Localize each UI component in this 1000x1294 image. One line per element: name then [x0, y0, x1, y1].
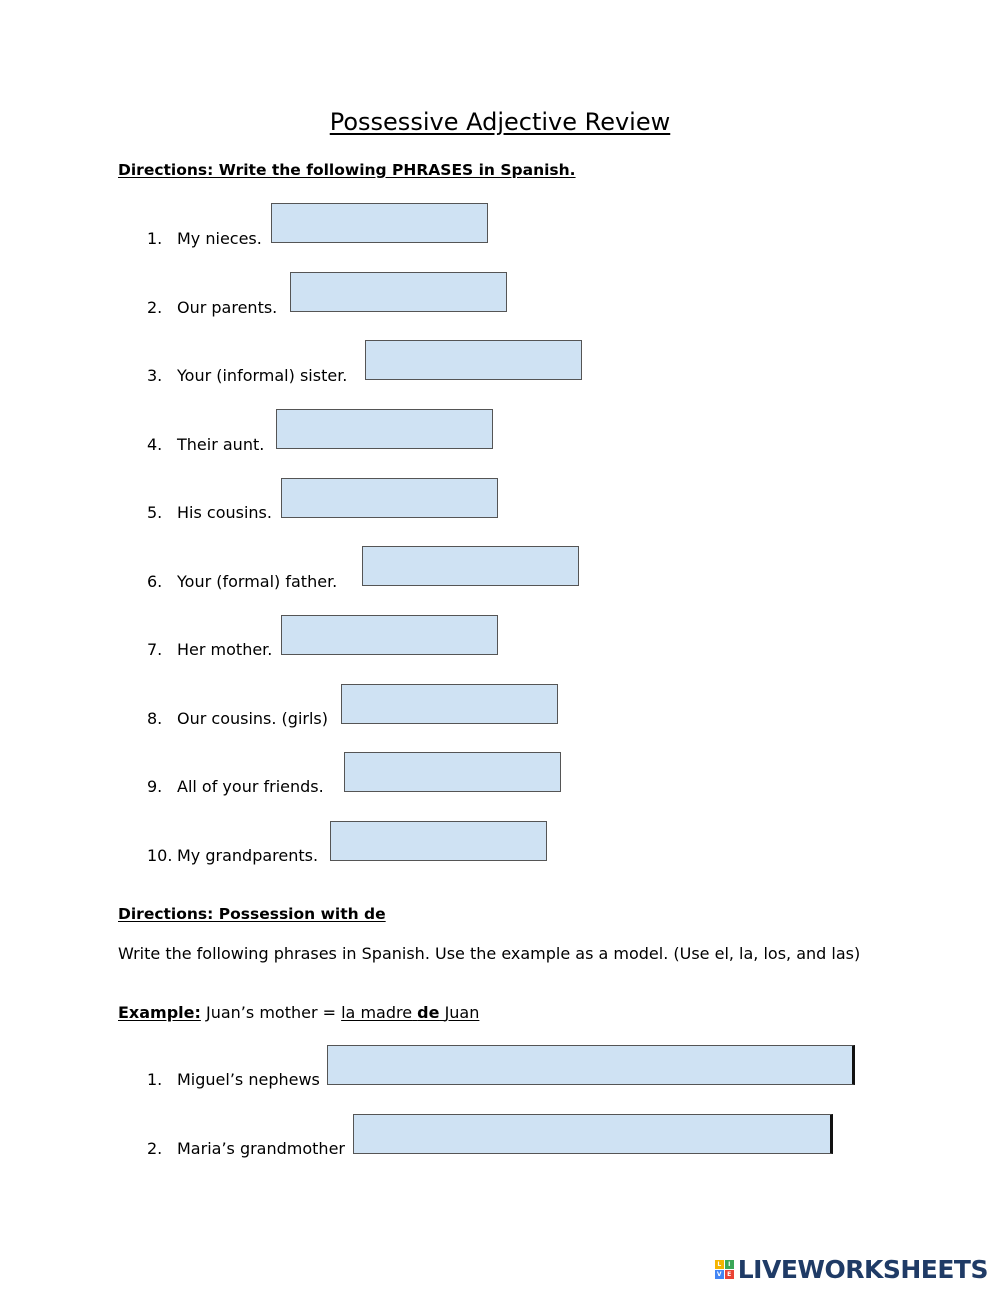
item-number: 8.: [147, 709, 163, 728]
item-label: My grandparents.: [177, 846, 319, 865]
section2-instructions: Write the following phrases in Spanish. Use the example as a model. (Use el, la, los, and las): [118, 944, 861, 963]
item-label: All of your friends.: [177, 777, 324, 796]
logo-text: LIVEWORKSHEETS: [737, 1254, 988, 1284]
item-label: Our cousins. (girls): [177, 709, 328, 728]
logo-badge-icon: [715, 1260, 734, 1279]
item-label: Their aunt.: [177, 435, 265, 454]
page-title: Possessive Adjective Review: [329, 108, 671, 136]
item-number: 1.: [147, 229, 163, 248]
answer-input-1[interactable]: [271, 203, 488, 243]
item-number: 2.: [147, 298, 163, 317]
example-label: Example:: [118, 1003, 201, 1022]
answer-input-7[interactable]: [281, 615, 498, 655]
item-number: 1.: [147, 1070, 163, 1089]
logo-badge-letter: E: [725, 1270, 734, 1279]
item-number: 4.: [147, 435, 163, 454]
item-label: Her mother.: [177, 640, 273, 659]
item-number: 7.: [147, 640, 163, 659]
answer-input-3[interactable]: [365, 340, 582, 380]
answer-input-2[interactable]: [290, 272, 507, 312]
example-answer-pre: la madre: [341, 1003, 413, 1022]
item-label: Maria’s grandmother: [177, 1139, 345, 1158]
logo-badge-letter: L: [715, 1260, 724, 1269]
item-label: Your (formal) father.: [177, 572, 338, 591]
possession-input-2[interactable]: [353, 1114, 833, 1154]
answer-input-6[interactable]: [362, 546, 579, 586]
item-number: 6.: [147, 572, 163, 591]
example-prompt: Juan’s mother =: [206, 1003, 337, 1022]
item-number: 2.: [147, 1139, 163, 1158]
item-number: 10.: [147, 846, 173, 865]
section2-directions: Directions: Possession with de: [118, 905, 386, 923]
item-number: 3.: [147, 366, 163, 385]
answer-input-10[interactable]: [330, 821, 547, 861]
example-answer-post: Juan: [444, 1003, 480, 1022]
item-number: 5.: [147, 503, 163, 522]
item-label: Your (informal) sister.: [177, 366, 348, 385]
answer-input-8[interactable]: [341, 684, 558, 724]
item-label: My nieces.: [177, 229, 262, 248]
answer-input-9[interactable]: [344, 752, 561, 792]
possession-input-1[interactable]: [327, 1045, 855, 1085]
liveworksheets-logo: [715, 1255, 988, 1283]
example-answer: [341, 1003, 479, 1022]
answer-input-5[interactable]: [281, 478, 498, 518]
example-line: [118, 1002, 479, 1023]
item-label: Our parents.: [177, 298, 278, 317]
item-label: Miguel’s nephews: [177, 1070, 320, 1089]
section1-directions: Directions: Write the following PHRASES in Spanish.: [118, 161, 576, 179]
item-number: 9.: [147, 777, 163, 796]
item-label: His cousins.: [177, 503, 272, 522]
logo-badge-letter: V: [715, 1270, 724, 1279]
answer-input-4[interactable]: [276, 409, 493, 449]
logo-badge-letter: I: [725, 1260, 734, 1269]
example-answer-de: de: [417, 1003, 440, 1022]
